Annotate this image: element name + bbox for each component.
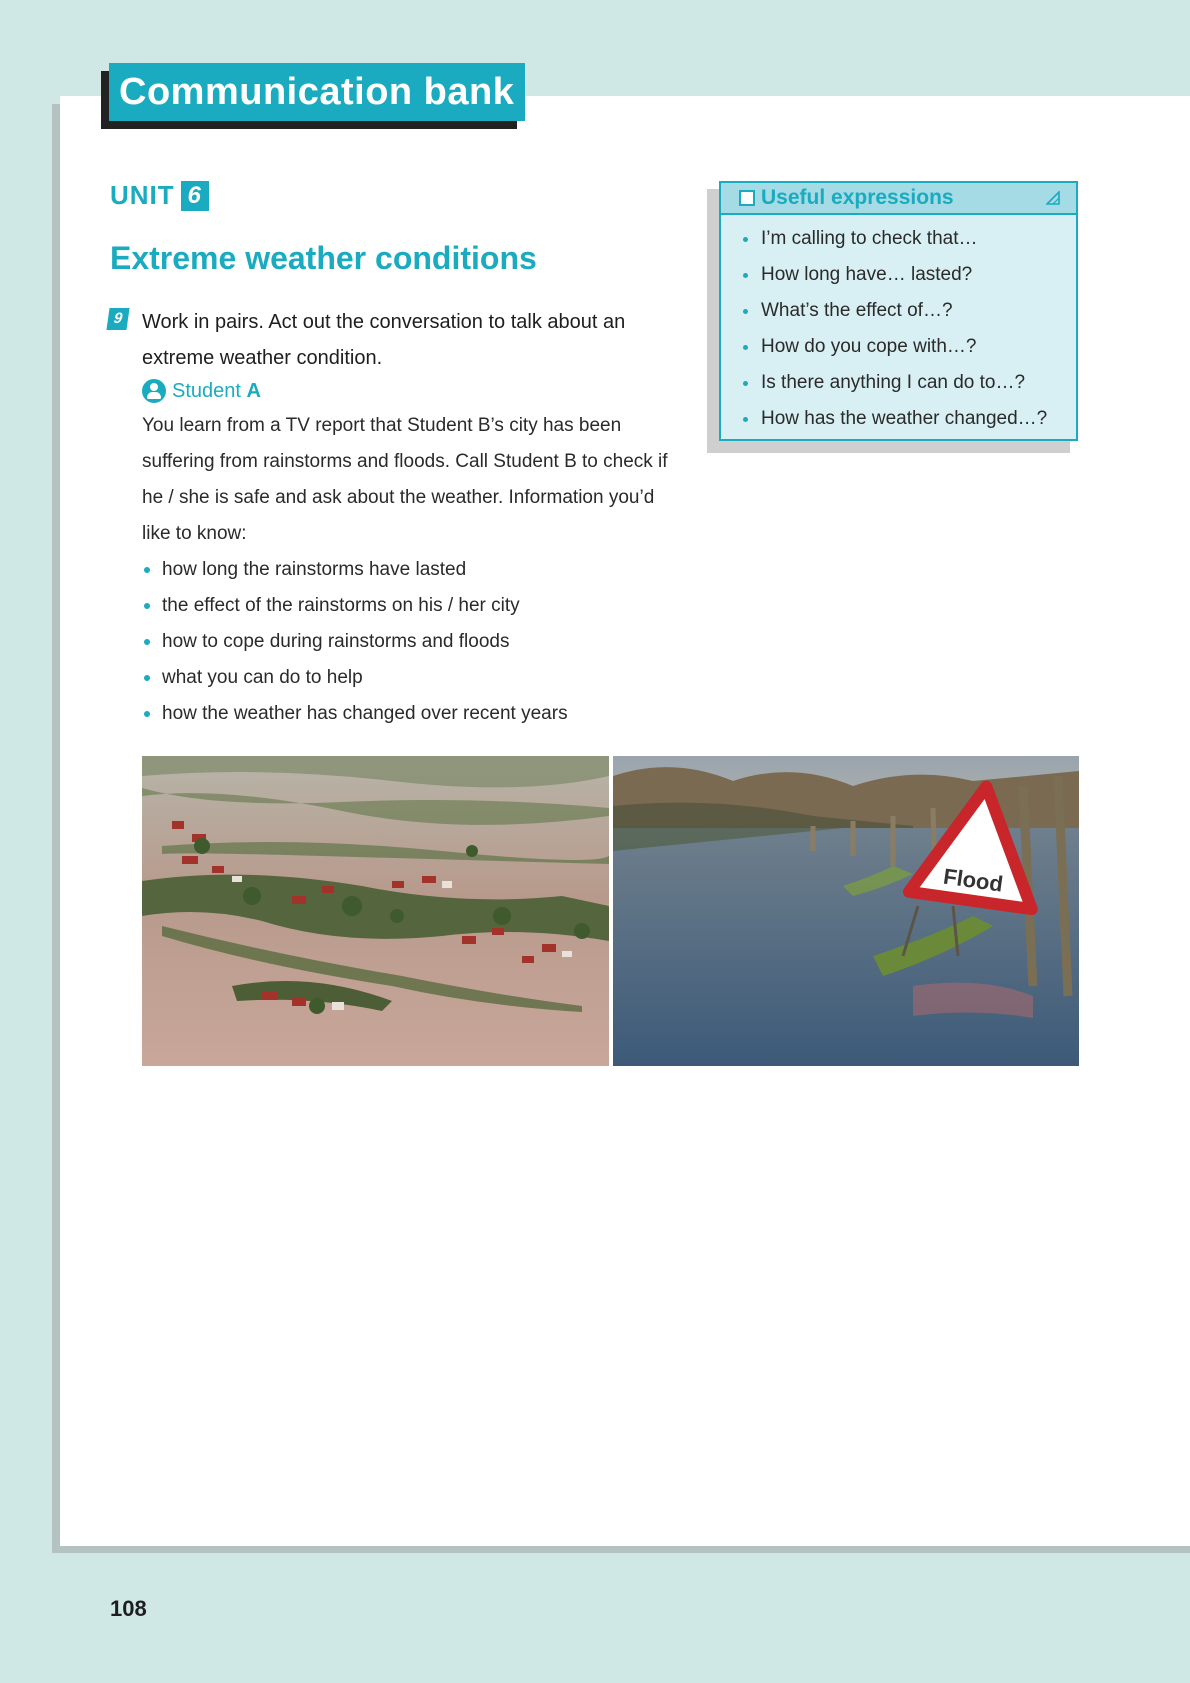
useful-expressions-title: Useful expressions bbox=[761, 186, 954, 209]
list-item: How long have… lasted? bbox=[743, 257, 1076, 293]
info-list bbox=[142, 552, 682, 732]
student-letter: A bbox=[246, 379, 261, 402]
list-item: I’m calling to check that… bbox=[743, 221, 1076, 257]
section-banner: Communication bank bbox=[109, 63, 525, 121]
student-label-text: Student bbox=[172, 379, 241, 402]
task-instruction: Work in pairs. Act out the conversation to talk about an extreme weather condition. bbox=[142, 311, 626, 369]
list-item: how to cope during rainstorms and floods bbox=[142, 624, 682, 660]
unit-number: 6 bbox=[181, 181, 209, 211]
useful-expressions-header bbox=[721, 183, 1076, 215]
student-heading bbox=[142, 379, 261, 403]
student-paragraph: You learn from a TV report that Student B’s city has been suffering from rainstorms and floods. Call Student B to check if he / she is safe and ask about the weather. Information you’d like to know: bbox=[142, 415, 668, 544]
list-item: how the weather has changed over recent years bbox=[142, 696, 682, 732]
page-title: Extreme weather conditions bbox=[110, 240, 537, 276]
flooded-village-photo bbox=[142, 756, 609, 1066]
list-item: how long the rainstorms have lasted bbox=[142, 552, 682, 588]
unit-heading bbox=[110, 180, 209, 211]
list-item: What’s the effect of…? bbox=[743, 293, 1076, 329]
flood-sign-photo bbox=[613, 756, 1079, 1066]
list-item: How do you cope with…? bbox=[743, 329, 1076, 365]
checkbox-icon bbox=[739, 190, 755, 206]
list-item: How has the weather changed…? bbox=[743, 401, 1076, 437]
unit-label: UNIT bbox=[110, 180, 175, 210]
useful-expressions-box bbox=[719, 181, 1078, 441]
page-number: 108 bbox=[110, 1596, 147, 1621]
list-item: what you can do to help bbox=[142, 660, 682, 696]
student-label bbox=[172, 380, 261, 403]
corner-triangle-icon bbox=[1046, 191, 1060, 205]
useful-expressions-list bbox=[721, 215, 1076, 437]
user-icon bbox=[142, 379, 166, 403]
flood-sign-text: Flood bbox=[941, 863, 1005, 897]
list-item: the effect of the rainstorms on his / her city bbox=[142, 588, 682, 624]
list-item: Is there anything I can do to…? bbox=[743, 365, 1076, 401]
task-number: 9 bbox=[106, 308, 129, 330]
